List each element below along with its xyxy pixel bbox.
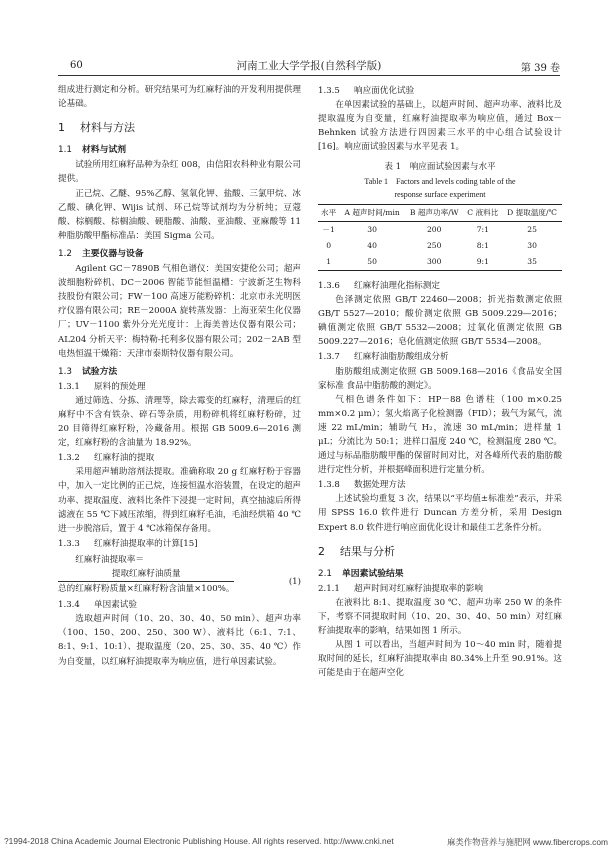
table-caption-en-1: Table 1 Factors and levels coding table of the xyxy=(364,176,516,186)
subsubsection-number: 1.3.5 xyxy=(318,86,340,96)
paragraph-1-1a: 试验所用红麻籽品种为杂红 008，由信阳农科种业有限公司提供。 xyxy=(58,160,301,185)
table-header-cell: 水平 xyxy=(318,204,339,221)
subsubsection-heading-1-3-8 xyxy=(318,478,562,492)
paragraph-1-3-8: 上述试验均重复 3 次，结果以“平均值±标准差”表示，并采用 SPSS 16.0 软件进行 Duncan 方差分析，采用 Design Expert 8.0 软件进行响应面优化设计和最佳工艺条件分析。 xyxy=(318,494,562,533)
subsubsection-title: 原料的预处理 xyxy=(94,381,146,392)
subsubsection-number: 2.1.1 xyxy=(318,583,340,594)
table-cell: 0 xyxy=(326,240,332,250)
subsubsection-title: 数据处理方法 xyxy=(354,480,406,491)
right-column xyxy=(318,83,562,680)
paragraph-2-1-1b: 从图 1 可以看出，当超声时间为 10～40 min 时，随着提取时间的延长，红麻籽油提取率由 80.34%上升至 90.91%。这可能是由于在超声空化 xyxy=(318,640,562,679)
paragraph-1-2: Agilent GC－7890B 气相色谱仪：美国安捷伦公司；超声波细胞粉碎机、DC－2006 智能节能恒温槽：宁波新芝生物科技股份有限公司；FW－100 高速万能粉碎机：北京市永光明医疗仪器有限公司；RE－2000A 旋转蒸发器：上海亚荣生化仪器厂；UV－1100 紫外分光光度计：上海美普达仪器有限公司；AL204 分析天平：梅特勒-托利多仪器有限公司；202－2AB 型电热恒温干燥箱：天津市泰斯特仪器有限公司。 xyxy=(58,264,301,359)
watermark-site: 麻类作物营养与施肥网 www.fibercrops.com xyxy=(446,837,608,847)
subsubsection-title: 红麻籽油提取率的计算[15] xyxy=(94,538,198,549)
table-cell: 200 xyxy=(426,224,442,234)
table-row xyxy=(318,254,562,271)
equation-denominator: 总的红麻籽粉质量×红麻籽粉含油量 xyxy=(58,584,195,595)
subsubsection-heading-2-1-1 xyxy=(318,582,562,596)
table-header-row xyxy=(318,204,562,221)
table-row xyxy=(318,221,562,238)
section-heading-1 xyxy=(58,121,301,135)
subsubsection-heading-1-3-6 xyxy=(318,279,562,293)
section-title: 材料与方法 xyxy=(80,121,135,135)
paragraph-1-3-2: 采用超声辅助溶剂法提取。准确称取 20 g 红麻籽粉于容器中，加入一定比例的正己烷，连接恒温水浴装置，在设定的超声功率、提取温度、液料比条件下浸提一定时间，真空抽滤后所得滤液在 55 ℃下减压浓缩，得到红麻籽毛油，毛油经烘箱 40 ℃进一步脱溶后，置于 4 ℃冰箱保存备用。 xyxy=(58,467,301,534)
table-cell: 30 xyxy=(367,224,377,234)
table-cell: 50 xyxy=(339,254,405,271)
equation-label: 红麻籽油提取率＝ xyxy=(75,554,144,565)
subsubsection-number: 1.3.7 xyxy=(318,352,340,363)
paragraph-1-3-4: 选取超声时间（10、20、30、40、50 min）、超声功率（100、150、200、250、300 W）、液料比（6:1、7:1、8:1、9:1、10:1）、提取温度（20、25、30、35、40 ℃）作为自变量，以红麻籽油提取率为响应值，进行单因素试验。 xyxy=(58,614,301,667)
table-header-cell: D 提取温度/℃ xyxy=(502,204,562,221)
section-heading-2 xyxy=(318,545,562,559)
section-number: 1 xyxy=(58,121,65,135)
paragraph-1-1b: 正己烷、乙醚、95%乙醇、氢氧化钾、盐酸、三氯甲烷、冰乙酸、碘化钾、Wijis 试剂、环己烷等试剂均为分析纯；豆蔻酸、棕榈酸、棕榈油酸、硬脂酸、油酸、亚油酸、亚麻酸等 11 种脂肪酸甲酯标准品：美国 Sigma 公司。 xyxy=(58,188,301,241)
section-number: 2 xyxy=(318,544,325,558)
subsubsection-number: 1.3.3 xyxy=(58,538,80,549)
volume-label: 第 39 卷 xyxy=(520,63,560,74)
subsection-title: 主要仪器与设备 xyxy=(82,248,144,259)
subsubsection-number: 1.3.1 xyxy=(58,381,80,392)
subsection-heading-1-2 xyxy=(58,247,301,261)
paragraph-1-3-7a: 脂肪酸组成测定依照 GB 5009.168—2016《食品安全国家标准 食品中脂肪酸的测定》。 xyxy=(318,366,562,391)
paragraph-1-3-7b: 气相色谱条件如下：HP－88 色谱柱（100 m×0.25 mm×0.2 μm）；氢火焰离子化检测器（FID）；载气为氮气，流速 22 mL/min；辅助气 H₂，流速 30 mL/min；进样量 1 μL；分流比为 50:1；进样口温度 240 ℃，检测温度 280 ℃。通过与标品脂肪酸甲酯的保留时间对比，对各峰所代表的脂肪酸进行定性分析，并根据峰面积进行定量分析。 xyxy=(318,394,562,476)
copyright-notice: ?1994-2018 China Academic Journal Electronic Publishing House. All rights reserved. http://www.cnki.net xyxy=(4,836,394,846)
running-header xyxy=(58,58,560,74)
subsection-number: 1.2 xyxy=(58,248,72,259)
table-header-cell: B 超声功率/W xyxy=(405,204,463,221)
subsubsection-title: 红麻籽油脂肪酸组成分析 xyxy=(354,352,449,363)
header-rule xyxy=(58,75,560,76)
subsubsection-title: 红麻籽油的提取 xyxy=(94,453,155,464)
table-caption: 表 1 响应面试验因素与水平 xyxy=(384,162,496,173)
page-footer xyxy=(0,836,612,850)
subsection-number: 1.3 xyxy=(58,366,72,377)
table-cell: 250 xyxy=(426,240,442,250)
subsubsection-title: 单因素试验 xyxy=(94,600,137,611)
subsection-title: 单因素试验结果 xyxy=(342,568,404,579)
table-cell: 30 xyxy=(527,240,537,250)
paragraph-1-3-6: 色泽测定依照 GB/T 22460—2008；折光指数测定依照 GB/T 5527—2010；酸价测定依照 GB 5009.229—2016；碘值测定依照 GB/T 5532—2008；过氧化值测定依照 GB 5009.227—2016；皂化值测定依照 GB/T 5534—2008。 xyxy=(318,295,562,348)
subsubsection-heading-1-3-1 xyxy=(58,380,301,394)
subsection-title: 材料与试剂 xyxy=(82,145,126,156)
section-title: 结果与分析 xyxy=(340,544,395,558)
table-cell: 1 xyxy=(318,254,339,271)
subsection-number: 2.1 xyxy=(318,568,332,579)
subsection-heading-1-3 xyxy=(58,365,301,379)
equation-tail: ×100%。 xyxy=(194,584,235,595)
subsubsection-title: 红麻籽油理化指标测定 xyxy=(354,280,440,291)
table-cell: 7:1 xyxy=(476,224,489,234)
table-cell: －1 xyxy=(322,224,335,234)
subsubsection-number: 1.3.8 xyxy=(318,480,340,491)
subsubsection-heading-1-3-4 xyxy=(58,598,301,612)
subsubsection-number: 1.3.4 xyxy=(58,600,80,611)
factors-levels-table xyxy=(318,204,562,271)
table-cell: 35 xyxy=(502,254,562,271)
subsubsection-heading-1-3-3 xyxy=(58,537,301,551)
left-column xyxy=(58,83,301,669)
journal-title: 河南工业大学学报(自然科学版) xyxy=(236,60,382,72)
table-cell: 9:1 xyxy=(463,254,502,271)
subsection-heading-2-1 xyxy=(318,567,562,581)
table-cell: 25 xyxy=(527,224,537,234)
subsubsection-heading-1-3-5 xyxy=(318,84,562,98)
table-header-cell: A 超声时间/min xyxy=(339,204,405,221)
table-header-cell: C 液料比 xyxy=(463,204,502,221)
subsubsection-heading-1-3-2 xyxy=(58,451,301,465)
subsection-title: 试验方法 xyxy=(82,366,118,377)
intro-paragraph: 组成进行测定和分析。研究结果可为红麻籽油的开发利用提供理论基础。 xyxy=(58,85,301,110)
subsubsection-title: 超声时间对红麻籽油提取率的影响 xyxy=(354,583,483,594)
subsection-heading-1-1 xyxy=(58,143,301,157)
table-row xyxy=(318,238,562,254)
equation-number: (1) xyxy=(288,576,301,587)
paragraph-2-1-1a: 在液料比 8:1、提取温度 30 ℃、超声功率 250 W 的条件下，考察不同提取时间（10、20、30、40、50 min）对红麻籽油提取率的影响，结果如图 1 所示。 xyxy=(318,597,562,637)
table-cell: 300 xyxy=(405,254,463,271)
subsection-number: 1.1 xyxy=(58,145,72,156)
subsubsection-title: 响应面优化试验 xyxy=(354,86,415,96)
equation-1 xyxy=(58,553,301,596)
table-caption-en-2: response surface experiment xyxy=(394,189,486,199)
equation-numerator: 提取红麻籽油质量 xyxy=(58,567,234,582)
paragraph-1-3-5: 在单因素试验的基础上，以超声时间、超声功率、液料比及提取温度为自变量，红麻籽油提取率为响应值，通过 Box－Behnken 试验方法进行四因素三水平的中心组合试验设计[16]。响应面试验因素与水平见表 1。 xyxy=(318,100,562,153)
paragraph-1-3-1: 通过筛选、分拣、清理等，除去霉变的红麻籽，清理后的红麻籽中不含有铁杂、碎石等杂质，用粉碎机将红麻籽粉碎，过 20 目筛得红麻籽粉，冷藏备用。根据 GB 5009.6—2016 测定，红麻籽粉的含油量为 18.92%。 xyxy=(58,395,301,449)
subsubsection-number: 1.3.2 xyxy=(58,453,80,464)
table-cell: 8:1 xyxy=(476,240,489,250)
subsubsection-number: 1.3.6 xyxy=(318,280,340,291)
table-cell: 40 xyxy=(367,240,377,250)
page-number: 60 xyxy=(70,60,83,71)
subsubsection-heading-1-3-7 xyxy=(318,350,562,364)
